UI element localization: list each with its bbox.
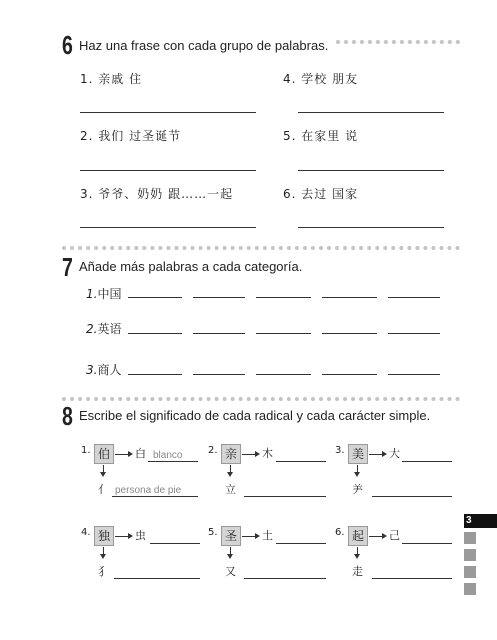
radical-item-4-character: 独 — [94, 526, 114, 546]
exercise-6-item-4: 4. 学校 朋友 — [283, 72, 359, 86]
radical-item-5-number: 5. — [208, 527, 218, 538]
arrow-right-icon — [242, 536, 258, 537]
chapter-tab: 3 — [464, 514, 497, 528]
radical-item-1-answer-line-1[interactable] — [148, 461, 198, 462]
radical-item-2-part-1: 木 — [262, 447, 273, 460]
category-1-blank-5[interactable] — [388, 297, 440, 298]
category-3-blank-1[interactable] — [128, 374, 182, 375]
radical-item-6-part-2: 走 — [352, 565, 363, 578]
arrow-down-icon — [230, 547, 231, 557]
arrow-down-icon — [103, 465, 104, 475]
radical-item-3-answer-line-2[interactable] — [372, 496, 452, 497]
arrow-down-icon — [357, 547, 358, 557]
category-2-blank-5[interactable] — [388, 333, 440, 334]
category-3-blank-3[interactable] — [256, 374, 311, 375]
radical-item-6-answer-line-1[interactable] — [402, 543, 452, 544]
radical-item-4-part-2: 犭 — [98, 565, 109, 578]
exercise-6-item-2: 2. 我们 过圣诞节 — [80, 129, 182, 143]
section-6-dotted-rule — [336, 40, 460, 44]
section-7-title: Añade más palabras a cada categoría. — [79, 259, 303, 274]
radical-item-4-number: 4. — [81, 527, 91, 538]
radical-item-4-answer-line-2[interactable] — [114, 578, 200, 579]
radical-item-2-answer-line-2[interactable] — [244, 496, 326, 497]
arrow-right-icon — [242, 454, 258, 455]
radical-item-1-number: 1. — [81, 445, 91, 456]
section-8-number: 8 — [62, 401, 73, 431]
category-1-blank-1[interactable] — [128, 297, 182, 298]
radical-item-2-answer-line-1[interactable] — [276, 461, 326, 462]
category-3-blank-4[interactable] — [322, 374, 377, 375]
answer-line-6-6[interactable] — [298, 227, 444, 228]
radical-item-1-part-1: 白 — [135, 447, 146, 460]
radical-item-5-part-1: 土 — [262, 529, 273, 542]
category-3: 3.商人 — [86, 363, 122, 377]
radical-item-5-character: 圣 — [221, 526, 241, 546]
category-2-blank-4[interactable] — [322, 333, 377, 334]
radical-item-1-answer-1: blanco — [153, 450, 183, 461]
radical-item-3-answer-line-1[interactable] — [402, 461, 452, 462]
exercise-6-item-6: 6. 去过 国家 — [283, 187, 359, 201]
radical-item-6-part-1: 己 — [389, 529, 400, 542]
radical-item-3-number: 3. — [335, 445, 345, 456]
radical-item-5-part-2: 又 — [225, 565, 236, 578]
radical-item-3-part-1: 大 — [389, 447, 400, 460]
arrow-down-icon — [230, 465, 231, 475]
chapter-marker-square — [464, 583, 476, 595]
radical-item-3-part-2: ⺶ — [352, 483, 363, 496]
answer-line-6-2[interactable] — [80, 170, 256, 171]
category-3-blank-2[interactable] — [193, 374, 245, 375]
radical-item-2-character: 亲 — [221, 444, 241, 464]
category-3-blank-5[interactable] — [388, 374, 440, 375]
category-1-blank-3[interactable] — [256, 297, 311, 298]
arrow-right-icon — [115, 454, 131, 455]
radical-item-4-answer-line-1[interactable] — [150, 543, 200, 544]
category-1-blank-2[interactable] — [193, 297, 245, 298]
answer-line-6-4[interactable] — [298, 112, 444, 113]
category-2: 2.英语 — [86, 322, 122, 336]
answer-line-6-3[interactable] — [80, 227, 256, 228]
radical-item-6-character: 起 — [348, 526, 368, 546]
radical-item-1-character: 伯 — [94, 444, 114, 464]
section-7-number: 7 — [62, 252, 73, 282]
arrow-down-icon — [103, 547, 104, 557]
arrow-down-icon — [357, 465, 358, 475]
section-6-title: Haz una frase con cada grupo de palabras. — [79, 38, 329, 53]
arrow-right-icon — [115, 536, 131, 537]
category-2-blank-1[interactable] — [128, 333, 182, 334]
chapter-marker-square — [464, 566, 476, 578]
radical-item-6-answer-line-2[interactable] — [372, 578, 452, 579]
radical-item-1-answer-2: persona de pie — [115, 485, 182, 496]
exercise-6-item-1: 1. 亲戚 住 — [80, 72, 143, 86]
radical-item-2-number: 2. — [208, 445, 218, 456]
category-2-blank-3[interactable] — [256, 333, 311, 334]
radical-item-3-character: 美 — [348, 444, 368, 464]
radical-item-2-part-2: 立 — [225, 483, 236, 496]
category-1: 1.中国 — [86, 287, 122, 301]
answer-line-6-5[interactable] — [298, 170, 444, 171]
radical-item-4-part-1: 虫 — [135, 529, 146, 542]
exercise-6-item-3: 3. 爷爷、奶奶 跟……一起 — [80, 187, 234, 201]
radical-item-5-answer-line-2[interactable] — [244, 578, 326, 579]
radical-item-1-answer-line-2[interactable] — [112, 496, 198, 497]
section-7-dotted-rule — [62, 246, 460, 250]
section-8-dotted-rule — [62, 397, 460, 401]
section-6-number: 6 — [62, 30, 73, 60]
arrow-right-icon — [369, 536, 385, 537]
category-2-blank-2[interactable] — [193, 333, 245, 334]
arrow-right-icon — [369, 454, 385, 455]
answer-line-6-1[interactable] — [80, 112, 256, 113]
chapter-marker-square — [464, 532, 476, 544]
section-8-title: Escribe el significado de cada radical y cada carácter simple. — [79, 408, 431, 423]
exercise-6-item-5: 5. 在家里 说 — [283, 129, 359, 143]
radical-item-1-part-2: 亻 — [98, 483, 109, 496]
chapter-marker-square — [464, 549, 476, 561]
category-1-blank-4[interactable] — [322, 297, 377, 298]
radical-item-5-answer-line-1[interactable] — [276, 543, 326, 544]
radical-item-6-number: 6. — [335, 527, 345, 538]
